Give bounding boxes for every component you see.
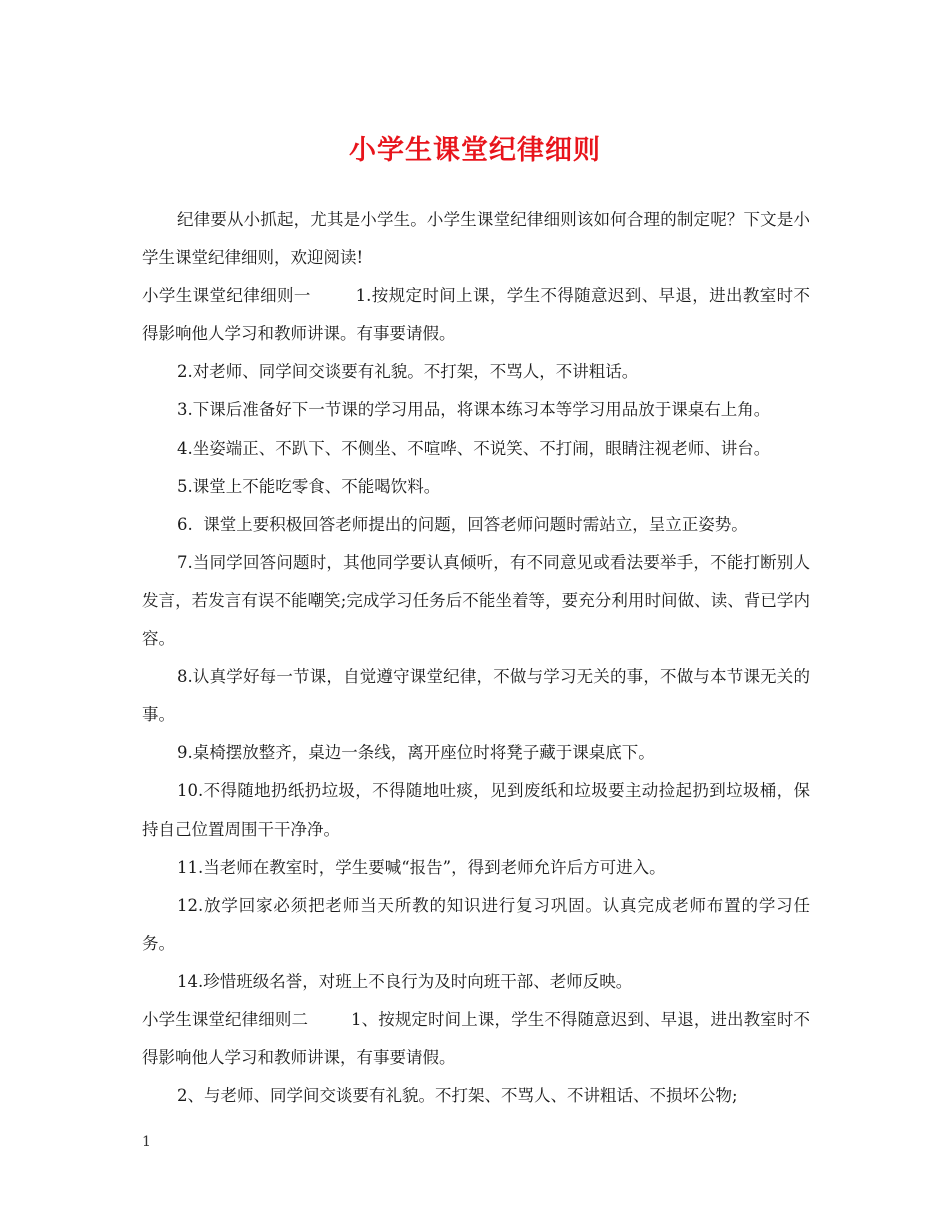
section-2-first-paragraph: [142, 1001, 810, 1077]
section-1-rule-14: 14.珍惜班级名誉，对班上不良行为及时向班干部、老师反映。: [177, 971, 633, 991]
section-1-rule-11: 11.当老师在教室时，学生要喊“报告”，得到老师允许后方可进入。: [177, 857, 666, 877]
section-1-rule-10: 10.不得随地扔纸扔垃圾，不得随地吐痰，见到废纸和垃圾要主动捡起扔到垃圾桶，保持自己位置周围干干净净。: [142, 781, 810, 839]
document-body: [142, 201, 810, 1115]
section-1-rule-7: 7.当同学回答问题时，其他同学要认真倾听，有不同意见或看法要举手，不能打断别人发言，若发言有误不能嘲笑;完成学习任务后不能坐着等，要充分利用时间做、读、背已学内容。: [142, 552, 810, 649]
intro-paragraph: 纪律要从小抓起，尤其是小学生。小学生课堂纪律细则该如何合理的制定呢？下文是小学生课堂纪律细则，欢迎阅读!: [142, 210, 810, 268]
section-1-rule-12: 12.放学回家必须把老师当天所教的知识进行复习巩固。认真完成老师布置的学习任务。: [142, 895, 810, 953]
section-2-rule-2: 2、与老师、同学间交谈要有礼貌。不打架、不骂人、不讲粗话、不损坏公物;: [177, 1086, 738, 1106]
section-1-rule-1: 1.按规定时间上课，学生不得随意迟到、早退，进出教室时不得影响他人学习和教师讲课。有事要请假。: [142, 286, 810, 344]
document-title: 小学生课堂纪律细则: [349, 135, 601, 166]
section-1-rule-3: 3.下课后准备好下一节课的学习用品，将课本练习本等学习用品放于课桌右上角。: [177, 400, 771, 420]
section-1-rule-2: 2.对老师、同学间交谈要有礼貌。不打架，不骂人，不讲粗话。: [177, 362, 639, 382]
section-2-heading: 小学生课堂纪律细则二: [142, 1009, 309, 1029]
section-2-rule-1: 1、按规定时间上课，学生不得随意迟到、早退，进出教室时不得影响他人学习和教师讲课，有事要请假。: [142, 1009, 811, 1068]
section-1-rule-9: 9.桌椅摆放整齐，桌边一条线，离开座位时将凳子藏于课桌底下。: [177, 743, 655, 763]
section-1-rule-5: 5.课堂上不能吃零食、不能喝饮料。: [177, 476, 441, 496]
section-1-rule-4: 4.坐姿端正、不趴下、不侧坐、不喧哗、不说笑、不打闹，眼睛注视老师、讲台。: [177, 438, 771, 458]
section-1-rule-6: 6. 课堂上要积极回答老师提出的问题，回答老师问题时需站立，呈立正姿势。: [177, 514, 748, 534]
section-1-first-paragraph: [142, 277, 810, 353]
page-number: 1: [142, 1134, 151, 1150]
section-1-rule-8: 8.认真学好每一节课，自觉遵守课堂纪律，不做与学习无关的事，不做与本节课无关的事。: [142, 667, 810, 725]
section-1-heading: 小学生课堂纪律细则一: [142, 286, 311, 306]
